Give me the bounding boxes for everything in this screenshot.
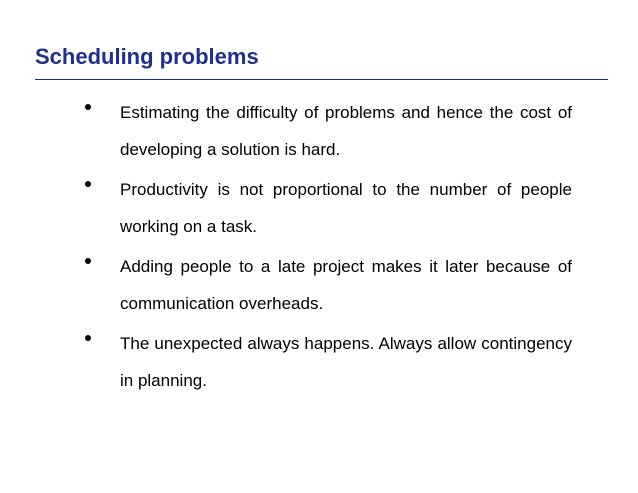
bullet-text: Productivity is not proportional to the number of people working on a task.: [120, 180, 572, 236]
bullet-text: The unexpected always happens. Always allow contingency in planning.: [120, 334, 572, 390]
bullet-item: [0, 248, 638, 322]
bullet-item: [0, 171, 638, 245]
slide-title: Scheduling problems: [35, 44, 259, 69]
title-underline: [35, 79, 608, 80]
bullet-dot-icon: [85, 181, 91, 187]
bullet-dot-icon: [85, 258, 91, 264]
bullet-list: [0, 94, 638, 402]
bullet-text: Adding people to a late project makes it later because of communication overheads.: [120, 257, 572, 313]
bullet-item: [0, 325, 638, 399]
bullet-dot-icon: [85, 104, 91, 110]
bullet-dot-icon: [85, 335, 91, 341]
bullet-item: [0, 94, 638, 168]
bullet-text: Estimating the difficulty of problems and hence the cost of developing a solution is hard.: [120, 103, 572, 159]
